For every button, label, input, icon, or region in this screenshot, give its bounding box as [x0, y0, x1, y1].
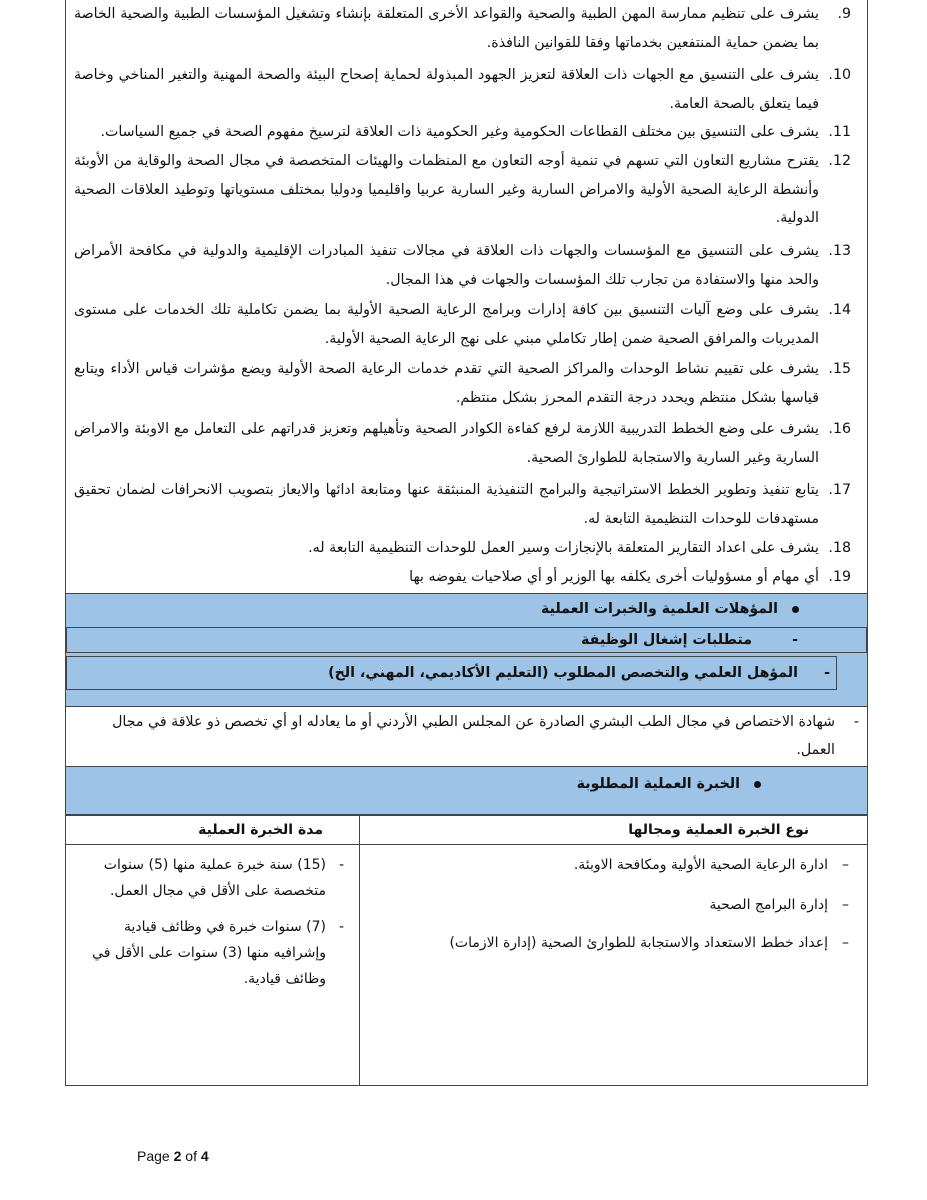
- experience-type-dash: –: [842, 857, 849, 873]
- column-divider: [359, 815, 360, 1086]
- duty-text: يشرف على اعداد التقارير المتعلقة بالإنجازات وسير العمل للوحدات التنظيمية التابعة له.: [308, 540, 819, 556]
- experience-duration-dash: -: [338, 857, 344, 873]
- degree-value-dash: -: [853, 714, 859, 730]
- duty-number: 17.: [828, 482, 851, 498]
- degree-dash: -: [824, 665, 830, 681]
- duty-number: 10.: [828, 67, 851, 83]
- experience-type-header-cell: [359, 815, 867, 845]
- total-pages: 4: [200, 1148, 209, 1164]
- qualifications-heading: [541, 599, 799, 619]
- experience-duration-header-cell: [66, 815, 359, 845]
- list-item: [74, 147, 851, 233]
- experience-type-item: [369, 852, 849, 878]
- degree-label: المؤهل العلمي والتخصص المطلوب (التعليم الأكاديمي، المهني، الخ): [328, 665, 798, 681]
- job-description-frame: [65, 0, 868, 1086]
- experience-section: [66, 766, 867, 815]
- list-item: [74, 476, 851, 533]
- experience-title: الخبرة العملية المطلوبة: [576, 776, 740, 792]
- experience-type-text: ادارة الرعاية الصحية الأولية ومكافحة الاوبئة.: [573, 857, 828, 873]
- qualifications-section: [66, 593, 867, 706]
- of-word: of: [185, 1148, 197, 1164]
- duty-text: يشرف على التنسيق مع الجهات ذات العلاقة لتعزيز الجهود المبذولة لحماية إصحاح البيئة والصحة المهنية والتغير المناخي وخاصة فيما يتعلق بالصحة العامة.: [74, 67, 819, 112]
- duty-text: يتابع تنفيذ وتطوير الخطط الاستراتيجية والبرامج التنفيذية المنبثقة عنها ومتابعة ادائها والايعاز بتصويب الانحرافات لضمان تحقيق مستهدفات للوحدات التنظيمية التابعة له.: [74, 482, 819, 527]
- duty-number: 9.: [837, 6, 851, 22]
- experience-duration-dash: -: [338, 919, 344, 935]
- divider: [66, 706, 867, 707]
- experience-type-dash: –: [842, 897, 849, 913]
- list-item: [74, 415, 851, 472]
- duties-list: [66, 0, 867, 593]
- page-word: Page: [137, 1148, 170, 1164]
- duty-number: 16.: [828, 421, 851, 437]
- page-number: [137, 1148, 209, 1164]
- experience-type-dash: –: [842, 935, 849, 951]
- duty-number: 13.: [828, 243, 851, 259]
- experience-duration-item: [80, 852, 344, 904]
- duty-number: 15.: [828, 361, 851, 377]
- degree-value-row: [74, 708, 859, 766]
- list-item: [74, 0, 851, 57]
- duty-number: 18.: [828, 540, 851, 556]
- duty-number: 19.: [828, 569, 851, 585]
- duty-text: يشرف على تنظيم ممارسة المهن الطبية والصحية والقواعد الأخرى المتعلقة بإنشاء وتشغيل المؤسسات الطبية والصحية الخاصة بما يضمن حماية المنتفعين بخدماتها وفقا للقوانين النافذة.: [74, 6, 819, 51]
- experience-duration-header: مدة الخبرة العملية: [198, 822, 323, 838]
- experience-type-text: إعداد خطط الاستعداد والاستجابة للطوارئ الصحية (إدارة الازمات): [449, 935, 828, 951]
- list-item: [74, 61, 851, 118]
- experience-duration-text: (7) سنوات خبرة في وظائف قيادية وإشرافيه منها (3) سنوات على الأقل في وظائف قيادية.: [92, 919, 326, 987]
- requirements-row: [66, 627, 867, 653]
- duty-number: 11.: [828, 124, 851, 140]
- degree-row: [66, 656, 837, 690]
- bullet-icon: [792, 606, 799, 613]
- experience-duration-item: [80, 914, 344, 992]
- duty-number: 14.: [828, 302, 851, 318]
- list-item: [74, 355, 851, 412]
- experience-type-header: نوع الخبرة العملية ومجالها: [628, 822, 809, 838]
- requirements-dash: -: [792, 632, 798, 648]
- list-item: [74, 534, 851, 563]
- list-item: [74, 118, 851, 147]
- experience-duration-text: (15) سنة خبرة عملية منها (5) سنوات متخصصة على الأقل في مجال العمل.: [103, 857, 326, 899]
- current-page: 2: [173, 1148, 182, 1164]
- duty-text: يشرف على تقييم نشاط الوحدات والمراكز الصحية التي تقدم خدمات الرعاية الصحة الأولية ويضع مؤشرات قياس الأداء ويتابع قياسها بشكل منتظم ويحدد درجة التقدم المحرز بشكل منتظم.: [74, 361, 819, 406]
- duty-number: 12.: [828, 153, 851, 169]
- duty-text: أي مهام أو مسؤوليات أخرى يكلفه بها الوزير أو أي صلاحيات يفوضه بها: [409, 569, 819, 585]
- list-item: [74, 237, 851, 294]
- experience-type-item: [369, 892, 849, 918]
- duty-text: يشرف على وضع آليات التنسيق بين كافة إدارات وبرامج الرعاية الصحية الأولية بما يضمن تكاملية تلك الخدمات على مستوى المديريات والمرافق الصحية ضمن إطار تكاملي مبني على نهج الرعاية الصحية الأولية.: [74, 302, 819, 347]
- degree-value: شهادة الاختصاص في مجال الطب البشري الصادرة عن المجلس الطبي الأردني أو ما يعادله او أي تخصص ذو علاقة في مجال العمل.: [112, 714, 835, 758]
- bullet-icon: [754, 781, 761, 788]
- duty-text: يشرف على وضع الخطط التدريبية اللازمة لرفع كفاءة الكوادر الصحية وتأهيلهم وتعزيز قدراتهم على التعامل مع الاوبئة والامراض السارية وغير السارية والاستجابة للطوارئ الصحية.: [74, 421, 819, 466]
- duty-text: يشرف على التنسيق بين مختلف القطاعات الحكومية وغير الحكومية ذات العلاقة لترسيخ مفهوم الصحة في جميع السياسات.: [100, 124, 819, 140]
- list-item: [74, 296, 851, 353]
- experience-type-text: إدارة البرامج الصحية: [709, 897, 828, 913]
- qualifications-title: المؤهلات العلمية والخبرات العملية: [540, 601, 778, 617]
- experience-heading: [577, 774, 761, 794]
- list-item: [74, 563, 851, 592]
- duty-text: يقترح مشاريع التعاون التي تسهم في تنمية أوجه التعاون مع المنظمات والهيئات المتخصصة في مجال الصحة والوقاية من الأوبئة وأنشطة الرعاية الصحية الأولية والامراض السارية وغير السارية عربيا واقليميا ودوليا بمختلف مستوياتها وتوطيد العلاقات الصحية الدولية.: [74, 153, 819, 226]
- duty-text: يشرف على التنسيق مع المؤسسات والجهات ذات العلاقة في مجالات تنفيذ المبادرات الإقليمية والدولية في مكافحة الأمراض والحد منها والاستفادة من تجارب تلك المؤسسات والجهات في هذا المجال.: [74, 243, 819, 288]
- experience-type-item: [369, 930, 849, 956]
- requirements-label: متطلبات إشغال الوظيفة: [581, 632, 752, 648]
